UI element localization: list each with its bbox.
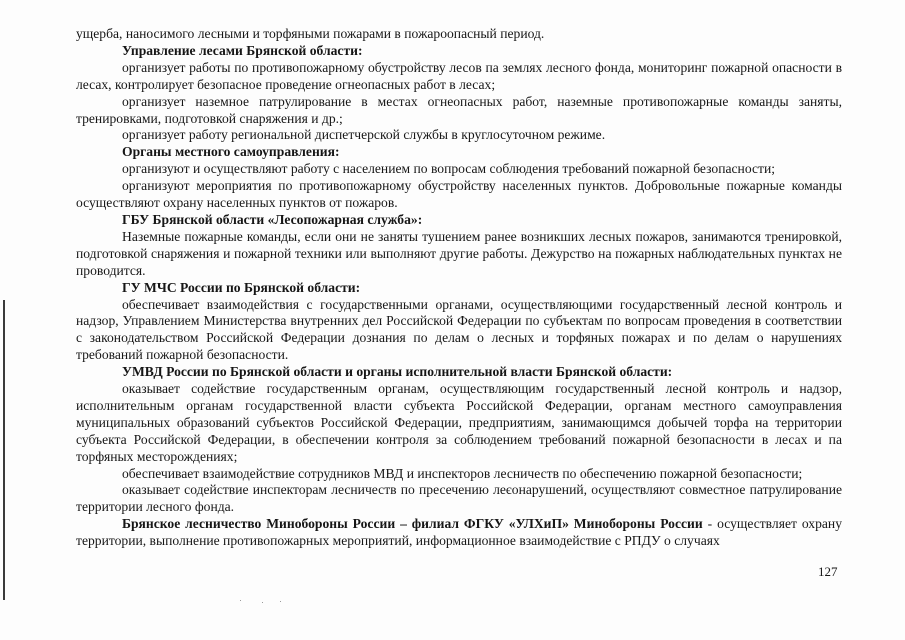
paragraph: оказывает содействие инспекторам лесничеств по пресечению леєонарушений, осуществляют совместное патрулирование территории лесного фонда. — [76, 482, 842, 515]
inline-bold-heading: Брянское лесничество Минобороны России – филиал ФГКУ «УЛХиП» Минобороны России — [122, 516, 703, 532]
paragraph: обеспечивает взаимодействие сотрудников МВД и инспекторов лесничеств по обеспечению пожарной безопасности; — [122, 465, 803, 481]
paragraph: обеспечивает взаимодействия с государственными органами, осуществляющими государственный лесной контроль и надзор, Управлением Министерства внутренних дел Российской Федерации по субъектам по вопросам проведения в соответствии с законодательством Российской Федерации дознания по делам о лесных и торфяных пожарах и по делам о нарушениях требований пожарной безопасности. — [76, 296, 842, 363]
scan-speck — [240, 600, 241, 601]
section-heading: Органы местного самоуправления: — [122, 144, 340, 160]
paragraph: организует работы по противопожарному обустройству лесов па землях лесного фонда, мониторинг пожарной опасности в лесах, контролирует безопасное проведение огнеопасных работ в лесах; — [76, 59, 842, 92]
paragraph: ущерба, наносимого лесными и торфяными пожарами в пожароопасный период. — [76, 26, 545, 41]
scan-speck — [280, 601, 281, 602]
section-heading: Управление лесами Брянской области: — [122, 42, 363, 58]
paragraph — [76, 516, 842, 550]
paragraph: организует работу региональной диспетчерской службы в круглосуточном режиме. — [122, 127, 606, 143]
section-heading: ГУ МЧС России по Брянской области: — [122, 279, 361, 295]
section-heading: УМВД России по Брянской области и органы исполнительной власти Брянской области: — [122, 364, 673, 380]
paragraph: организует наземное патрулирование в местах огнеопасных работ, наземные противопожарные команды заняты, тренировками, подготовкой снаряжения и др.; — [76, 93, 842, 126]
paragraph: оказывает содействие государственным органам, осуществляющим государственный лесной контроль и надзор, исполнительным органам государственной власти субъекта Российской Федерации, органам местного самоуправления муниципальных образований субъектов Российской Федерации, предприятиям, занимающимся добычей торфа на территории субъекта Российской Федерации, в обеспечении контроля за соблюдением требований пожарной безопасности в лесах и па торфяных месторождениях; — [76, 381, 842, 464]
paragraph: Наземные пожарные команды, если они не заняты тушением ранее возникших лесных пожаров, занимаются тренировкой, подготовкой снаряжения и пожарной техники или выполняют другие работы. Дежурство на пожарных наблюдательных пунктах не проводится. — [76, 228, 842, 278]
document-body — [76, 26, 842, 550]
section-heading: ГБУ Брянской области «Лесопожарная служба»: — [122, 211, 423, 227]
paragraph: организуют мероприятия по противопожарному обустройству населенных пунктов. Добровольные пожарные команды осуществляют охрану населенных пунктов от пожаров. — [76, 178, 842, 211]
paragraph-text: - осуществляет охрану территории, выполнение противопожарных мероприятий, информационное взаимодействие с РПДУ о случаях — [76, 516, 843, 549]
scan-speck — [262, 602, 263, 603]
page-number: 127 — [818, 564, 838, 579]
binding-mark — [3, 300, 5, 600]
paragraph: организуют и осуществляют работу с населением по вопросам соблюдения требований пожарной безопасности; — [122, 161, 775, 177]
